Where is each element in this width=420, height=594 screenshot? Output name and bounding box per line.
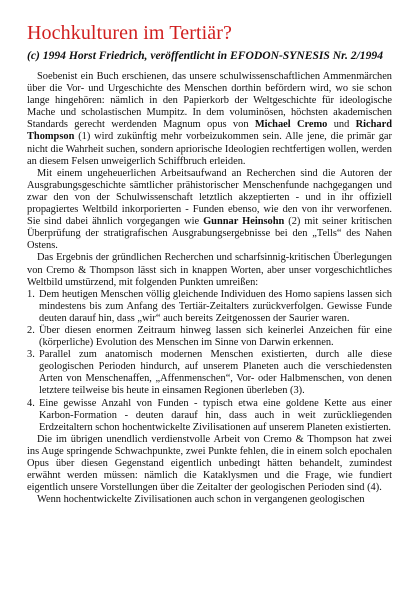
list-item-text: Über diesen enormen Zeitraum hinweg lassen sich keinerlei Anzeichen für eine (körperliche) Evolution des Menschen im Sinne von Darwin erkennen. (39, 324, 392, 349)
paragraph-text: und (327, 119, 356, 131)
list-item (27, 324, 392, 349)
list-item-text: Eine gewisse Anzahl von Funden - typisch etwa eine goldene Kette aus einer Karbon-Formation - deuten darauf hin, dass auch in weit zurückliegenden Erdzeitaltern schon hochentwickelte Zivilisationen auf unserem Planeten existierten. (39, 397, 392, 433)
article-body (27, 71, 392, 506)
list-item (27, 397, 392, 434)
findings-list (27, 289, 392, 434)
article-title: Hochkulturen im Tertiär? (27, 22, 233, 44)
list-item-number: 2. (27, 324, 35, 336)
paragraph-intro (27, 71, 392, 168)
paragraph-result (27, 252, 392, 288)
author-name-heinsohn: Gunnar Heinsohn (203, 216, 285, 228)
list-item-text: Dem heutigen Menschen völlig gleichende Individuen des Homo sapiens lassen sich mindestens bis zum Anfang des Tertiär-Zeitalters zurückverfolgen. Gewisse Funde deuten darauf hin, dass „wir“ auch bereits Zeitgenossen der Saurier waren. (39, 288, 392, 324)
list-item-text: Parallel zum anatomisch modernen Menschen existierten, durch alle diese geologischen Perioden hindurch, auf unserem Planeten auch die verschiedensten Arten von Menschenaffen, „Affenmenschen“, Vor- oder Halbmenschen, von denen letztere teilweise bis heute in einsamen Regionen überleben (3). (39, 349, 392, 397)
paragraph-text: Soebenist ein Buch erschienen, das unsere schulwissenschaftlichen Ammenmärchen über die Vor- und Urgeschichte des Menschen dorthin befördern wird, wo sie schon lange hingehören: nämlich in den Papierkorb der Weltgeschichte für ideologische Mache und scholastischen Mumpitz. In dem voluminösen, höchsten akademischen Standards gerecht werdenden Magnum opus von (27, 71, 392, 131)
list-item-number: 4. (27, 397, 35, 409)
author-name-thompson: Richard Thompson (27, 119, 392, 143)
paragraph-continuation: Wenn hochentwickelte Zivilisationen auch schon in vergangenen geologischen (37, 494, 365, 506)
list-item (27, 349, 392, 397)
list-item (27, 288, 392, 325)
paragraph-text: (2) mit seiner kritischen Überprüfung der stratigrafischen Ausgrabungsergebnisse bei den „Tells“ des Nahen Ostens. (27, 216, 392, 252)
article-subtitle: (c) 1994 Horst Friedrich, veröffentlicht in EFODON-SYNESIS Nr. 2/1994 (27, 49, 383, 62)
paragraph-text: (1) wird zukünftig mehr vorbeizukommen sein. Alle jene, die primär gar nicht die Wahrheit suchen, sondern apriorische Ideologien rechtfertigen wollen, werden an diesem Felsen unweigerlich Schiffbruch erleiden. (27, 131, 392, 167)
paragraph-critique: Die im übrigen unendlich verdienstvolle Arbeit von Cremo & Thompson hat zwei ins Auge springende Schwachpunkte, zwei Punkte fehlen, die in einem solch epochalen Opus über diesen Gegenstand eigentlich unbedingt hätten behandelt, zumindest erwähnt werden müssen: nämlich die Kataklysmen und die Frage, wie fundiert eigentlich unsere Vorstellungen über die Zeitalter der geologischen Perioden sind (4). (27, 433, 392, 494)
author-name-cremo: Michael Cremo (254, 119, 328, 131)
paragraph-text: Mit einem ungeheuerlichen Arbeitsaufwand an Recherchen sind die Autoren der Ausgrabungsgeschichte sämtlicher prähistorischer Menschenfunde nachgegangen und zwar den von der Schulwissenschaft letztlich akzeptierten - und in ihr offiziell propagiertes Weltbild inkorporierten - Funden ebenso, wie den von ihr verworfenen. Sie sind dabei ähnlich vorgegangen wie (27, 167, 392, 228)
paragraph-research (27, 168, 392, 253)
paragraph-text: Das Ergebnis der gründlichen Recherchen und scharfsinnig-kritischen Überlegungen von Cremo & Thompson lässt sich in knappen Worten, aber unser vorgeschichtliches Weltbild umstürzend, mit folgenden Punkten umreißen: (27, 252, 392, 288)
list-item-number: 3. (27, 349, 35, 361)
list-item-number: 1. (27, 288, 35, 300)
